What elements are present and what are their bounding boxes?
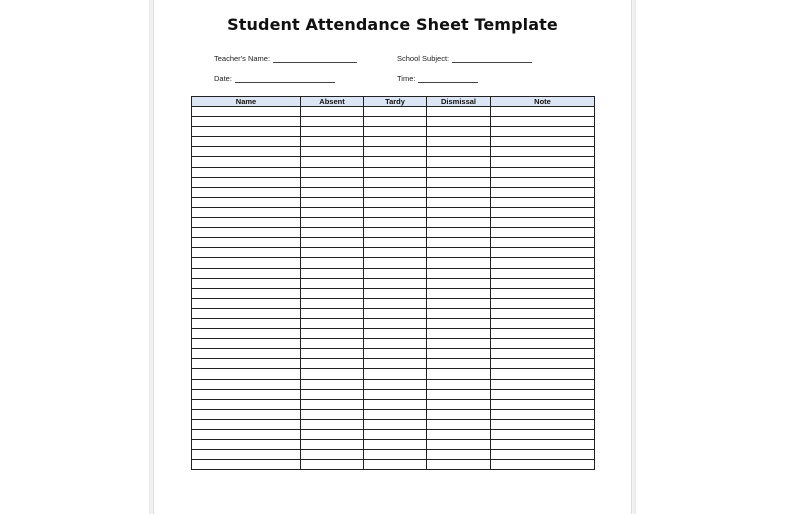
table-row [192,308,595,318]
table-cell[interactable] [491,409,595,419]
table-cell[interactable] [427,298,491,308]
table-cell[interactable] [301,308,364,318]
table-cell[interactable] [491,117,595,127]
column-header-tardy: Tardy [364,97,427,107]
table-cell[interactable] [427,248,491,258]
table-cell[interactable] [427,399,491,409]
table-cell[interactable] [427,349,491,359]
table-cell[interactable] [491,218,595,228]
table-cell[interactable] [491,157,595,167]
table-row [192,238,595,248]
table-cell[interactable] [301,147,364,157]
time-line[interactable] [418,75,478,83]
table-cell[interactable] [192,409,301,419]
date-line[interactable] [235,75,335,83]
table-cell[interactable] [364,177,427,187]
table-cell[interactable] [491,187,595,197]
table-cell[interactable] [192,117,301,127]
table-cell[interactable] [301,228,364,238]
table-row [192,187,595,197]
table-cell[interactable] [491,440,595,450]
table-cell[interactable] [192,258,301,268]
table-cell[interactable] [427,440,491,450]
table-cell[interactable] [364,238,427,248]
table-cell[interactable] [491,349,595,359]
table-cell[interactable] [491,238,595,248]
table-cell[interactable] [427,137,491,147]
table-cell[interactable] [427,379,491,389]
table-row [192,389,595,399]
table-cell[interactable] [364,450,427,460]
table-cell[interactable] [364,268,427,278]
table-cell[interactable] [427,107,491,117]
table-row [192,207,595,217]
school-subject-field[interactable] [397,54,532,63]
table-cell[interactable] [427,460,491,470]
table-cell[interactable] [427,329,491,339]
table-cell[interactable] [192,440,301,450]
table-cell[interactable] [301,369,364,379]
table-row [192,177,595,187]
table-cell[interactable] [301,288,364,298]
teacher-name-field[interactable] [214,54,357,63]
table-cell[interactable] [364,329,427,339]
table-cell[interactable] [192,419,301,429]
table-cell[interactable] [364,318,427,328]
attendance-table-wrapper [191,96,595,470]
table-row [192,248,595,258]
table-cell[interactable] [364,167,427,177]
table-row [192,268,595,278]
table-cell[interactable] [427,359,491,369]
table-row [192,399,595,409]
table-row [192,157,595,167]
table-cell[interactable] [491,107,595,117]
table-cell[interactable] [192,308,301,318]
table-cell[interactable] [192,460,301,470]
table-cell[interactable] [491,197,595,207]
teacher-name-label: Teacher's Name: [214,54,271,63]
table-cell[interactable] [301,349,364,359]
table-cell[interactable] [364,460,427,470]
table-cell[interactable] [192,167,301,177]
table-cell[interactable] [301,278,364,288]
table-row [192,197,595,207]
table-cell[interactable] [301,157,364,167]
table-row [192,147,595,157]
table-cell[interactable] [364,379,427,389]
table-row [192,228,595,238]
table-cell[interactable] [427,157,491,167]
table-cell[interactable] [491,278,595,288]
table-cell[interactable] [192,248,301,258]
column-header-absent: Absent [301,97,364,107]
table-row [192,440,595,450]
table-cell[interactable] [301,419,364,429]
table-cell[interactable] [427,419,491,429]
table-cell[interactable] [192,127,301,137]
table-row [192,329,595,339]
table-cell[interactable] [491,399,595,409]
school-subject-line[interactable] [452,55,532,63]
table-cell[interactable] [364,278,427,288]
table-cell[interactable] [301,430,364,440]
table-cell[interactable] [427,147,491,157]
table-row [192,117,595,127]
table-cell[interactable] [192,197,301,207]
table-cell[interactable] [301,117,364,127]
table-body [192,107,595,470]
table-row [192,349,595,359]
table-cell[interactable] [427,238,491,248]
table-cell[interactable] [491,298,595,308]
table-row [192,460,595,470]
table-cell[interactable] [491,339,595,349]
table-row [192,430,595,440]
table-cell[interactable] [192,450,301,460]
table-cell[interactable] [427,258,491,268]
table-cell[interactable] [301,137,364,147]
table-row [192,318,595,328]
table-cell[interactable] [192,207,301,217]
table-row [192,339,595,349]
table-cell[interactable] [427,127,491,137]
table-cell[interactable] [364,339,427,349]
table-cell[interactable] [192,157,301,167]
table-cell[interactable] [192,430,301,440]
table-cell[interactable] [301,268,364,278]
table-cell[interactable] [427,389,491,399]
table-cell[interactable] [192,298,301,308]
table-cell[interactable] [491,318,595,328]
table-cell[interactable] [192,187,301,197]
table-cell[interactable] [364,369,427,379]
table-cell[interactable] [491,248,595,258]
table-cell[interactable] [427,288,491,298]
table-cell[interactable] [364,359,427,369]
table-row [192,379,595,389]
table-cell[interactable] [427,339,491,349]
table-cell[interactable] [301,339,364,349]
table-cell[interactable] [192,318,301,328]
table-cell[interactable] [491,450,595,460]
table-cell[interactable] [491,127,595,137]
date-field[interactable] [214,74,335,83]
table-cell[interactable] [491,369,595,379]
table-cell[interactable] [491,389,595,399]
table-cell[interactable] [491,137,595,147]
table-cell[interactable] [364,228,427,238]
table-cell[interactable] [427,278,491,288]
table-cell[interactable] [427,430,491,440]
table-cell[interactable] [192,278,301,288]
table-row [192,127,595,137]
table-header-row [192,97,595,107]
document-page [153,0,632,514]
table-cell[interactable] [364,187,427,197]
table-cell[interactable] [364,440,427,450]
table-cell[interactable] [364,288,427,298]
table-row [192,450,595,460]
table-cell[interactable] [301,409,364,419]
table-cell[interactable] [301,187,364,197]
table-cell[interactable] [364,137,427,147]
table-cell[interactable] [364,308,427,318]
table-cell[interactable] [427,187,491,197]
time-field[interactable] [397,74,478,83]
table-cell[interactable] [491,177,595,187]
table-row [192,137,595,147]
table-row [192,218,595,228]
table-cell[interactable] [192,399,301,409]
table-cell[interactable] [427,308,491,318]
table-cell[interactable] [427,409,491,419]
time-label: Time: [397,74,416,83]
table-cell[interactable] [427,117,491,127]
table-row [192,288,595,298]
table-cell[interactable] [491,379,595,389]
table-cell[interactable] [364,207,427,217]
table-cell[interactable] [491,288,595,298]
table-cell[interactable] [301,207,364,217]
table-cell[interactable] [427,177,491,187]
table-row [192,419,595,429]
table-cell[interactable] [301,379,364,389]
table-cell[interactable] [364,349,427,359]
table-cell[interactable] [427,369,491,379]
table-cell[interactable] [364,298,427,308]
table-cell[interactable] [491,359,595,369]
table-cell[interactable] [301,177,364,187]
table-cell[interactable] [192,389,301,399]
table-cell[interactable] [301,359,364,369]
table-cell[interactable] [301,399,364,409]
table-cell[interactable] [192,329,301,339]
table-cell[interactable] [364,218,427,228]
table-cell[interactable] [427,228,491,238]
table-cell[interactable] [192,137,301,147]
table-cell[interactable] [301,440,364,450]
table-cell[interactable] [192,369,301,379]
table-cell[interactable] [364,389,427,399]
table-cell[interactable] [491,419,595,429]
table-cell[interactable] [364,117,427,127]
table-cell[interactable] [301,248,364,258]
table-cell[interactable] [301,197,364,207]
table-cell[interactable] [427,318,491,328]
table-cell[interactable] [491,308,595,318]
attendance-table [191,96,595,470]
table-cell[interactable] [491,207,595,217]
table-cell[interactable] [192,147,301,157]
table-cell[interactable] [491,329,595,339]
table-cell[interactable] [301,389,364,399]
table-cell[interactable] [491,228,595,238]
table-cell[interactable] [427,167,491,177]
teacher-name-line[interactable] [273,55,357,63]
table-cell[interactable] [301,238,364,248]
table-cell[interactable] [364,419,427,429]
table-cell[interactable] [301,167,364,177]
table-cell[interactable] [427,197,491,207]
table-row [192,409,595,419]
table-cell[interactable] [491,258,595,268]
table-cell[interactable] [192,379,301,389]
table-row [192,359,595,369]
table-row [192,369,595,379]
table-cell[interactable] [301,258,364,268]
table-row [192,278,595,288]
school-subject-label: School Subject: [397,54,450,63]
table-cell[interactable] [192,228,301,238]
page-shadow-right [632,0,636,514]
table-cell[interactable] [192,359,301,369]
table-cell[interactable] [301,107,364,117]
table-cell[interactable] [301,127,364,137]
table-cell[interactable] [364,197,427,207]
table-row [192,167,595,177]
column-header-dismissal: Dismissal [427,97,491,107]
table-cell[interactable] [364,248,427,258]
table-cell[interactable] [427,268,491,278]
table-row [192,258,595,268]
table-cell[interactable] [427,450,491,460]
table-cell[interactable] [192,288,301,298]
page-title: Student Attendance Sheet Template [227,15,558,34]
table-cell[interactable] [491,268,595,278]
table-cell[interactable] [364,107,427,117]
table-cell[interactable] [364,157,427,167]
table-cell[interactable] [364,127,427,137]
table-cell[interactable] [364,409,427,419]
table-cell[interactable] [301,318,364,328]
table-cell[interactable] [364,147,427,157]
table-cell[interactable] [491,147,595,157]
table-cell[interactable] [491,167,595,177]
table-cell[interactable] [301,460,364,470]
table-cell[interactable] [301,218,364,228]
table-cell[interactable] [301,298,364,308]
table-cell[interactable] [192,339,301,349]
table-row [192,107,595,117]
table-cell[interactable] [192,349,301,359]
table-cell[interactable] [192,218,301,228]
table-row [192,298,595,308]
table-cell[interactable] [192,107,301,117]
column-header-name: Name [192,97,301,107]
table-cell[interactable] [301,329,364,339]
table-cell[interactable] [301,450,364,460]
table-cell[interactable] [427,207,491,217]
table-cell[interactable] [364,399,427,409]
column-header-note: Note [491,97,595,107]
table-cell[interactable] [364,430,427,440]
table-cell[interactable] [364,258,427,268]
table-cell[interactable] [491,460,595,470]
date-label: Date: [214,74,232,83]
table-cell[interactable] [192,238,301,248]
table-cell[interactable] [192,268,301,278]
table-cell[interactable] [491,430,595,440]
table-cell[interactable] [192,177,301,187]
table-cell[interactable] [427,218,491,228]
